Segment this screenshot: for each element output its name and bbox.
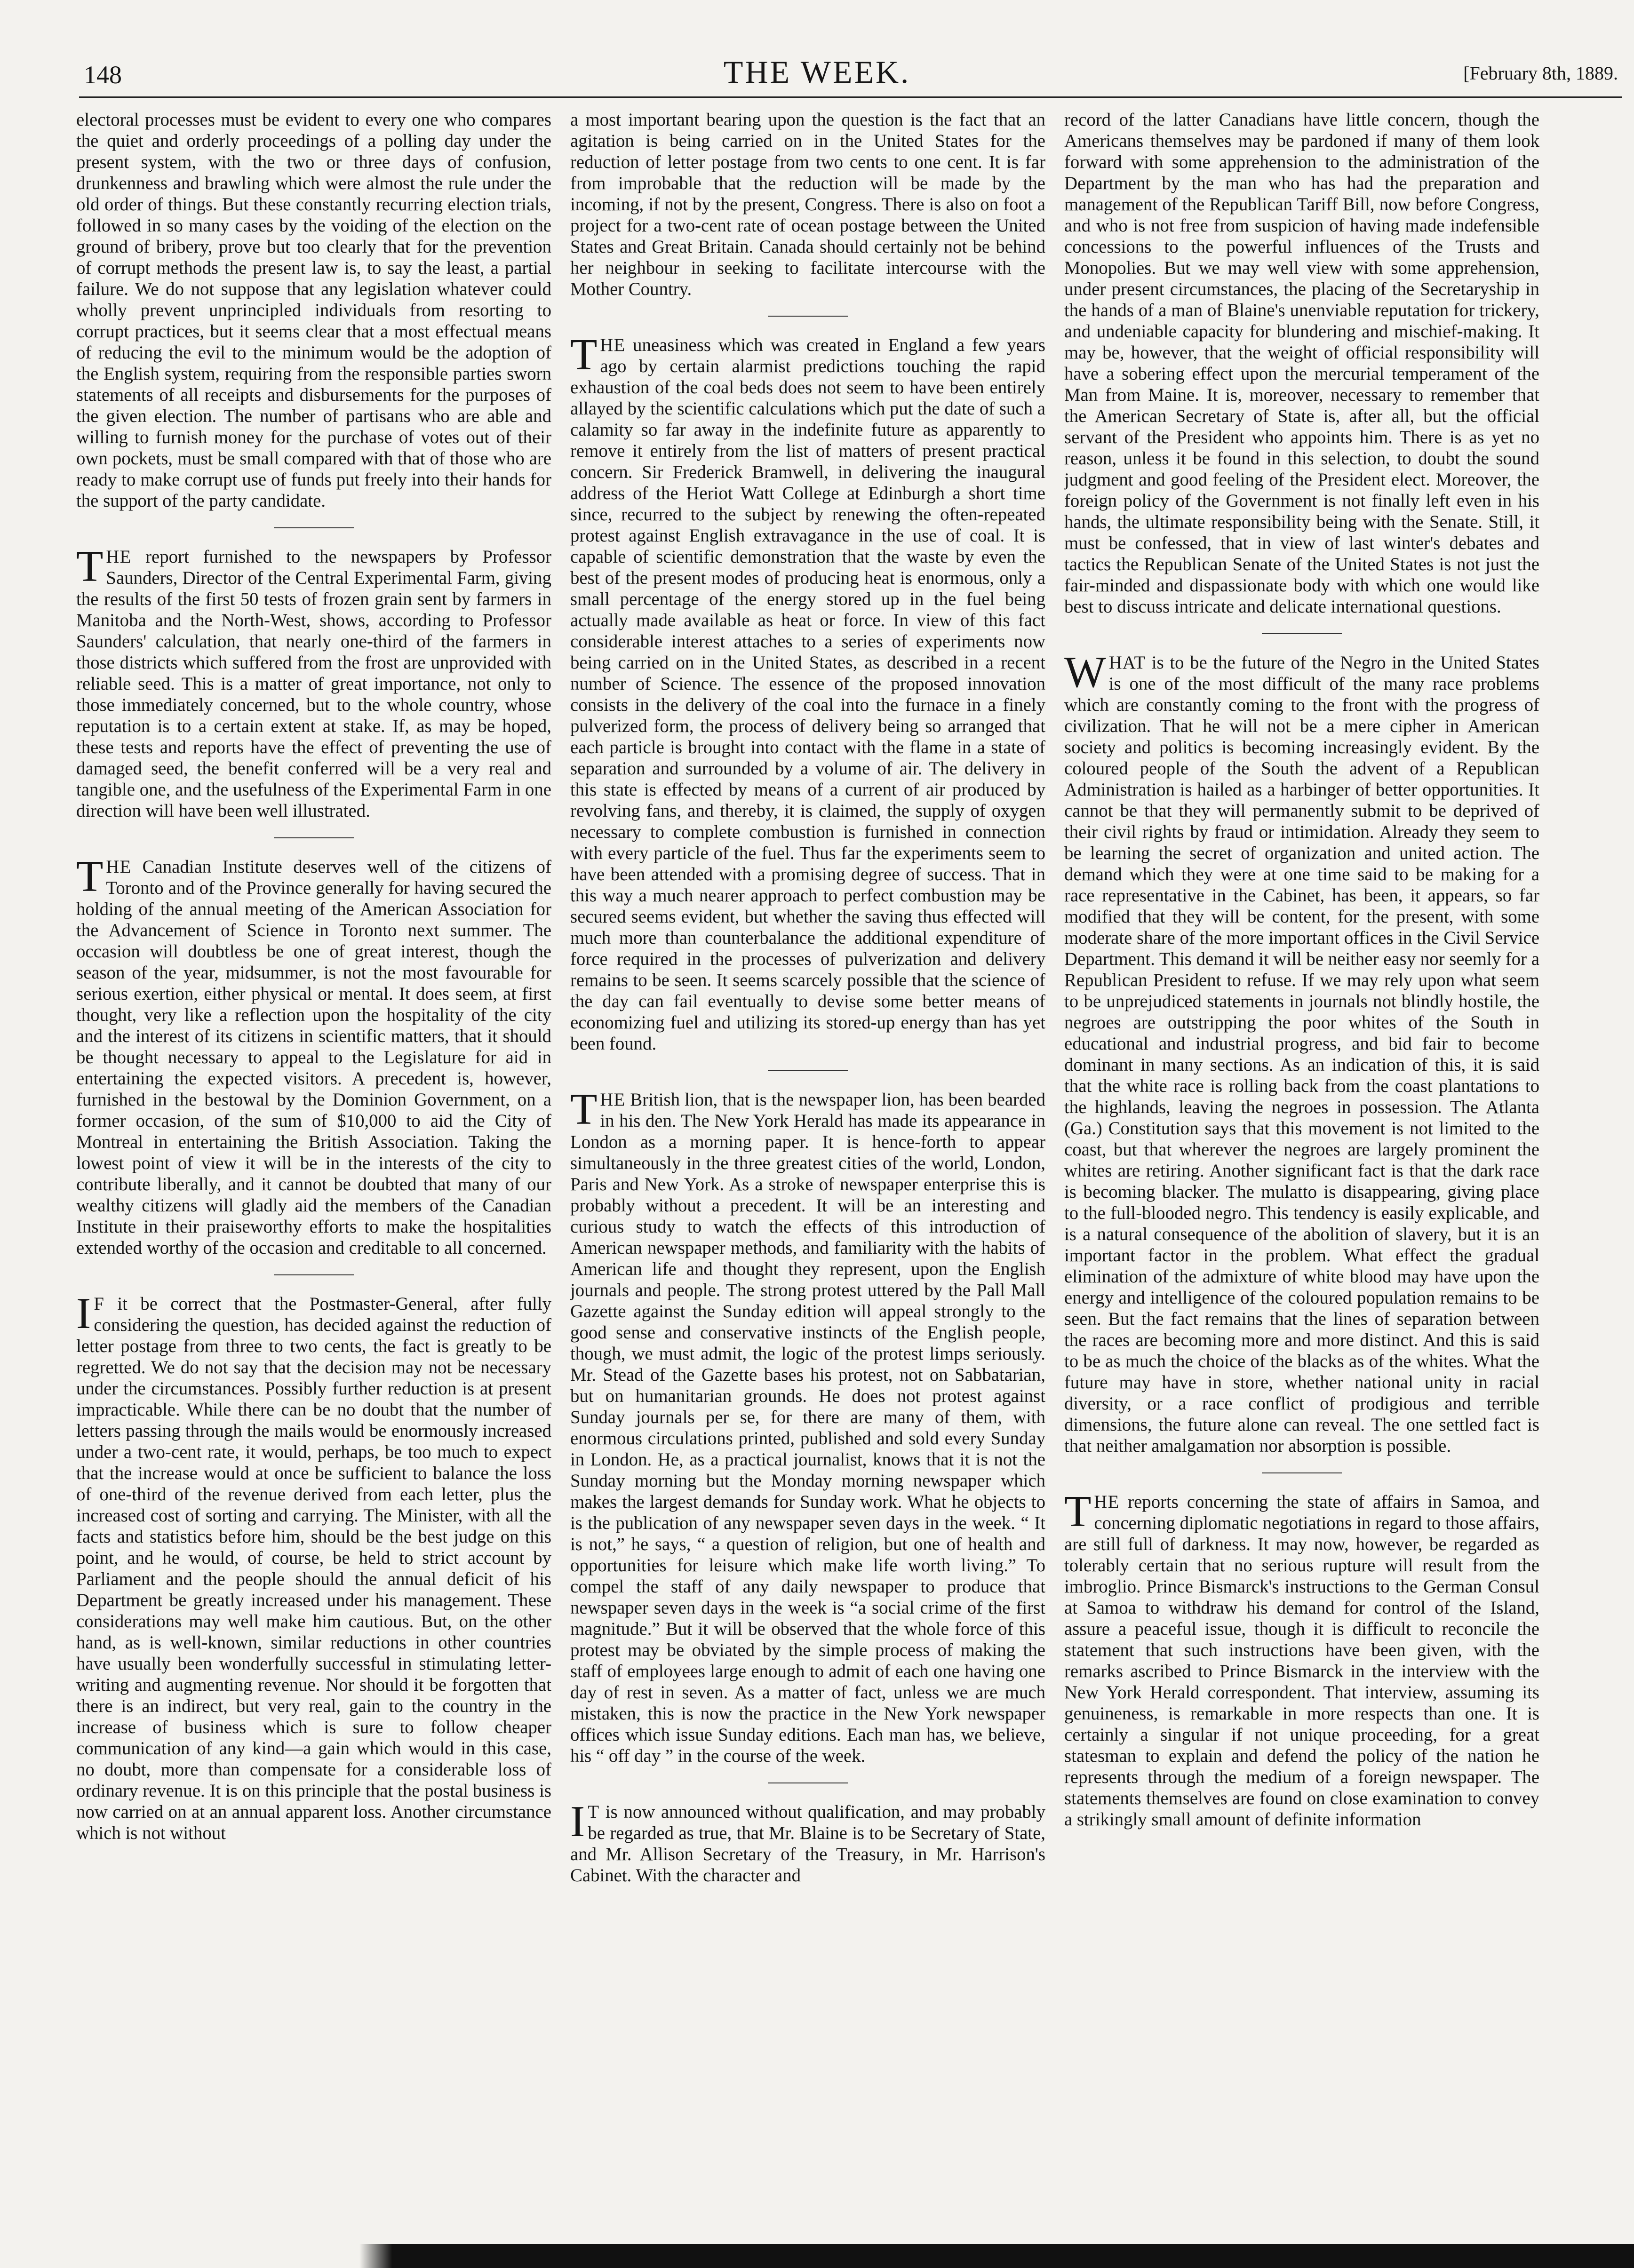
paragraph-body: record of the latter Canadians have little concern, though the Americans themselves may be pardoned if many of them look forward with some apprehension to the administration of the Department by the man who has had the preparation and management of the Republican Tariff Bill, now before Congress, and who is not free from suspicion of having made indefensible concessions to the powerful influences of the Trusts and Monopolies. But we may well view with some apprehension, under present circumstances, the placing of the Secretaryship in the hands of a man of Blaine's unenviable reputation for trickery, and undeniable capacity for blundering and mischief-making. It may be, however, that the weight of official responsibility will have a sobering effect upon the mercurial temperament of the Man from Maine. It is, moreover, necessary to remember that the American Secretary of State is, after all, but the official servant of the President who appoints him. There is as yet no reason, unless it be found in this selection, to doubt the sound judgment and good feeling of the President elect. Moreover, the foreign policy of the Government is not finally left even in his hands, the ultimate responsibility being with the Senate. Still, it must be confessed, that in view of last winter's debates and tactics the Republican Senate of the United States is not just the fair-minded and dispassionate body with which one would like best to discuss intricate and delicate international questions. <box>1064 110 1539 617</box>
drop-cap: I <box>570 1797 585 1846</box>
lead-in-text: HE <box>600 335 626 355</box>
column-3 <box>1064 109 1539 2236</box>
paragraph-body: is now announced without qualification, and may probably be regarded as true, that Mr. Blaine is to be Secretary of State, and Mr. Allison Secretary of the Treasury, in Mr. Harrison's Cabinet. With the character and <box>570 1802 1045 1886</box>
paragraph-body: reports concerning the state of affairs in Samoa, and concerning diplomatic negotiations in regard to those affairs, are still full of darkness. It may now, however, be regarded as tolerably certain that no serious rupture will result from the imbroglio. Prince Bismarck's instructions to the German Consul at Samoa to withdraw his demand for control of the Island, assure a peaceful issue, though it is difficult to reconcile the statement that such instructions have been given, with the remarks ascribed to Prince Bismarck in the interview with the New York Herald correspondent. That interview, assuming its genuineness, is remarkable in more respects than one. It is certainly a singular if not unique proceeding, for a great statesman to explain and defend the policy of the nation he represents through the medium of a foreign newspaper. The statements themselves are found on close examination to convey a strikingly small amount of definite information <box>1064 1492 1539 1830</box>
article-paragraph <box>570 330 1045 1054</box>
lead-in-text: HE <box>106 857 132 877</box>
paragraph-body: uneasiness which was created in England a few years ago by certain alarmist predictions touching the rapid exhaustion of the coal beds does not seem to have been entirely allayed by the scientific calculations which put the date of such a calamity so far away in the indefinite future as apparently to remove it entirely from the list of matters of present practical concern. Sir Frederick Bramwell, in delivering the inaugural address of the Heriot Watt College at Edinburgh a short time since, recurred to the subject by renewing the often-repeated protest against English extravagance in the use of coal. It is capable of scientific demonstration that the waste by even the best of the present modes of producing heat is enormous, only a small percentage of the energy stored up in the fuel being actually made available as heat or force. In view of this fact considerable interest attaches to a series of experiments now being carried on in the United States, as described in a recent number of Science. The essence of the proposed innovation consists in the delivery of the coal into the furnace in a finely pulverized form, the process of delivery being so arranged that each particle is brought into contact with the flame in a state of separation and surrounded by a volume of air. The delivery in this state is effected by means of a current of air produced by revolving fans, and thereby, it is claimed, the supply of oxygen necessary to complete combustion is furnished in connection with every particle of the fuel. Thus far the experiments seem to have been attended with a promising degree of success. That in this way a much nearer approach to perfect combustion may be secured seems evident, but whether the saving thus effected will much more than counterbalance the additional expenditure of force required in the processes of pulverization and delivery remains to be seen. It seems scarcely possible that the science of the day can fail eventually to devise some better means of economizing fuel and utilizing its stored-up energy than has yet been found. <box>570 335 1045 1054</box>
lead-in-text: T <box>588 1802 600 1822</box>
paragraph-body: electoral processes must be evident to every one who compares the quiet and orderly proceedings of a polling day under the present system, with the two or three days of confusion, drunkenness and brawling which were almost the rule under the old order of things. But these constantly recurring election trials, followed in so many cases by the voiding of the election on the ground of bribery, prove but too clearly that for the prevention of corrupt methods the present law is, to say the least, a partial failure. We do not suppose that any legislation whatever could wholly prevent unprincipled individuals from resorting to corrupt practices, but it seems clear that a most effectual means of reducing the evil to the minimum would be the adoption of the English system, requiring from the responsible parties sworn statements of all receipts and disbursements for the purposes of the given election. The number of partisans who are able and willing to furnish money for the purchase of votes out of their own pockets, must be small compared with that of those who are ready to make corrupt use of funds put freely into their hands for the support of the party candidate. <box>76 110 551 511</box>
article-paragraph <box>76 542 551 821</box>
lead-in-text: HE <box>1094 1492 1120 1512</box>
publication-title: THE WEEK. <box>723 54 911 90</box>
header-rule <box>79 96 1622 98</box>
lead-in-text: HAT <box>1108 653 1146 673</box>
drop-cap: T <box>1064 1487 1092 1536</box>
section-separator <box>1262 1472 1342 1473</box>
paragraph-body: a most important bearing upon the question is the fact that an agitation is being carried on in the United States for the reduction of letter postage from two cents to one cent. It is far from improbable that the reduction will be made by the incoming, if not by the present, Congress. There is also on foot a project for a two-cent rate of ocean postage between the United States and Great Britain. Canada should certainly not be behind her neighbour in seeking to facilitate intercourse with the Mother Country. <box>570 110 1045 299</box>
drop-cap: I <box>76 1289 91 1338</box>
issue-date: [February 8th, 1889. <box>1463 63 1618 84</box>
article-paragraph <box>1064 1487 1539 1830</box>
column-1 <box>76 109 551 2236</box>
section-separator <box>274 837 354 838</box>
article-paragraph <box>570 109 1045 300</box>
drop-cap: W <box>1064 648 1106 697</box>
article-paragraph <box>76 852 551 1258</box>
article-paragraph <box>76 1289 551 1844</box>
section-separator <box>768 1070 848 1071</box>
paragraph-body: Canadian Institute deserves well of the citizens of Toronto and of the Province generally for having secured the holding of the annual meeting of the American Association for the Advancement of Science in Toronto next summer. The occasion will doubtless be one of great interest, though the season of the year, midsummer, is not the most favourable for serious exertion, either physical or mental. It does seem, at first thought, very like a reflection upon the hospitality of the city and the interest of its citizens in scientific matters, that it should be thought necessary to appeal to the Legislature for aid in entertaining the expected visitors. A precedent is, however, furnished in the bestowal by the Dominion Government, on a former occasion, of the sum of $10,000 to aid the City of Montreal in entertaining the British Association. Taking the lowest point of view it will be in the interests of the city to contribute liberally, and it cannot be doubted that many of our wealthy citizens will gladly aid the members of the Canadian Institute in their praiseworthy efforts to make the hospitalities extended worthy of the occasion and creditable to all concerned. <box>76 857 551 1258</box>
section-separator <box>274 527 354 528</box>
article-paragraph <box>1064 109 1539 617</box>
drop-cap: T <box>570 1085 598 1134</box>
section-separator <box>274 1274 354 1275</box>
column-2 <box>570 109 1045 2236</box>
page-header <box>0 0 1634 99</box>
section-separator <box>768 316 848 317</box>
scan-edge <box>0 2244 1634 2268</box>
article-paragraph <box>570 1085 1045 1767</box>
section-separator <box>1262 633 1342 634</box>
article-paragraph <box>570 1797 1045 1886</box>
paragraph-body: British lion, that is the newspaper lion, has been bearded in his den. The New York Herald has made its appearance in London as a morning paper. It is hence-forth to appear simultaneously in the three greatest cities of the world, London, Paris and New York. As a stroke of newspaper enterprise this is probably without a precedent. It will be an interesting and curious study to watch the effects of this introduction of American newspaper methods, and familiarity with the habits of American life and thought they represent, upon the English journals and people. The strong protest uttered by the Pall Mall Gazette against the Sunday edition will appeal strongly to the good sense and conservative instincts of the English people, though, we must admit, the logic of the protest limps seriously. Mr. Stead of the Gazette bases his protest, not on Sabbatarian, but on humanitarian grounds. He does not protest against Sunday journals per se, for there are many of them, with enormous circulations printed, published and sold every Sunday in London. He, as a practical journalist, knows that it is not the Sunday morning but the Monday morning newspaper which makes the largest demands for Sunday work. What he objects to is the publication of any newspaper seven days in the week. “ It is not,” he says, “ a question of religion, but one of health and opportunities for leisure which make life worth living.” To compel the staff of any daily newspaper to produce that newspaper seven days in the week is “a social crime of the first magnitude.” But it will be observed that the whole force of this protest may be obviated by the simple process of making the staff of employees large enough to admit of each one having one day of rest in seven. As a matter of fact, unless we are much mistaken, this is now the practice in the New York newspaper offices which issue Sunday editions. Each man has, we believe, his “ off day ” in the course of the week. <box>570 1090 1045 1766</box>
paragraph-body: report furnished to the newspapers by Professor Saunders, Director of the Central Experimental Farm, giving the results of the first 50 tests of frozen grain sent by farmers in Manitoba and the North-West, shows, according to Professor Saunders' calculation, that nearly one-third of the farmers in those districts which suffered from the frost are unprovided with reliable seed. This is a matter of great importance, not only to those immediately concerned, but to the whole country, whose reputation is to a certain extent at stake. If, as may be hoped, these tests and reports have the effect of preventing the use of damaged seed, the benefit conferred will be a very real and tangible one, and the usefulness of the Experimental Farm in one direction will have been well illustrated. <box>76 547 551 821</box>
paragraph-body: it be correct that the Postmaster-General, after fully considering the question, has decided against the reduction of letter postage from three to two cents, the fact is greatly to be regretted. We do not say that the decision may not be necessary under the circumstances. Possibly further reduction is at present impracticable. While there can be no doubt that the number of letters passing through the mails would be enormously increased under a two-cent rate, it would, perhaps, be too much to expect that the increase would at once be sufficient to balance the loss of one-third of the revenue derived from each letter, plus the increased cost of sorting and carrying. The Minister, with all the facts and statistics before him, should be the best judge on this point, and he would, of course, be held to strict account by Parliament and the people should the annual deficit of his Department be greatly increased under his management. These considerations may well make him cautious. But, on the other hand, as is well-known, similar reductions in other countries have usually been wonderfully successful in stimulating letter-writing and augmenting revenue. Nor should it be forgotten that there is an indirect, but very real, gain to the country in the increase of business which is sure to follow cheaper communication of any kind—a gain which would in this case, no doubt, more than compensate for a considerable loss of ordinary revenue. It is on this principle that the postal business is now carried on at an annual apparent loss. Another circumstance which is not without <box>76 1294 551 1843</box>
lead-in-text: F <box>94 1294 104 1314</box>
article-paragraph <box>76 109 551 511</box>
lead-in-text: HE <box>106 547 132 567</box>
article-paragraph <box>1064 648 1539 1456</box>
drop-cap: T <box>570 330 598 379</box>
lead-in-text: HE <box>600 1090 626 1110</box>
paragraph-body: is to be the future of the Negro in the United States is one of the most difficult of the many race problems which are constantly coming to the front with the progress of civilization. That he will not be a mere cipher in American society and politics is becoming increasingly evident. By the coloured people of the South the advent of a Republican Administration is hailed as a harbinger of better opportunities. It cannot be that they will permanently submit to be deprived of their civil rights by fraud or intimidation. Already they seem to be learning the secret of organization and united action. The demand which they were at one time said to be making for a race representative in the Cabinet, has been, it appears, so far modified that they will be content, for the present, with some moderate share of the more important offices in the Civil Service Department. This demand it will be neither easy nor seemly for a Republican President to refuse. If we may rely upon what seem to be unprejudiced statements in journals not blindly hostile, the negroes are outstripping the poor whites of the South in educational and industrial progress, and bid fair to become dominant in many sections. As an indication of this, it is said that the white race is rolling back from the coast plantations to the highlands, leaving the negroes in possession. The Atlanta (Ga.) Constitution says that this movement is not limited to the coast, but that wherever the negroes are largely prominent the whites are retiring. Another significant fact is that the dark race is becoming blacker. The mulatto is disappearing, giving place to the full-blooded negro. This tendency is easily explicable, and is a natural consequence of the abolition of slavery, but it is an important factor in the problem. What effect the gradual elimination of the admixture of white blood may have upon the energy and intelligence of the coloured population remains to be seen. But the fact remains that the lines of separation between the races are becoming more and more distinct. And this is said to be as much the choice of the blacks as of the whites. What the future may have in store, whether national unity in racial diversity, or a race conflict of prodigious and terrible dimensions, the future alone can reveal. The one settled fact is that neither amalgamation nor absorption is possible. <box>1064 653 1539 1456</box>
drop-cap: T <box>76 852 104 901</box>
page-number: 148 <box>84 61 122 89</box>
drop-cap: T <box>76 542 104 591</box>
